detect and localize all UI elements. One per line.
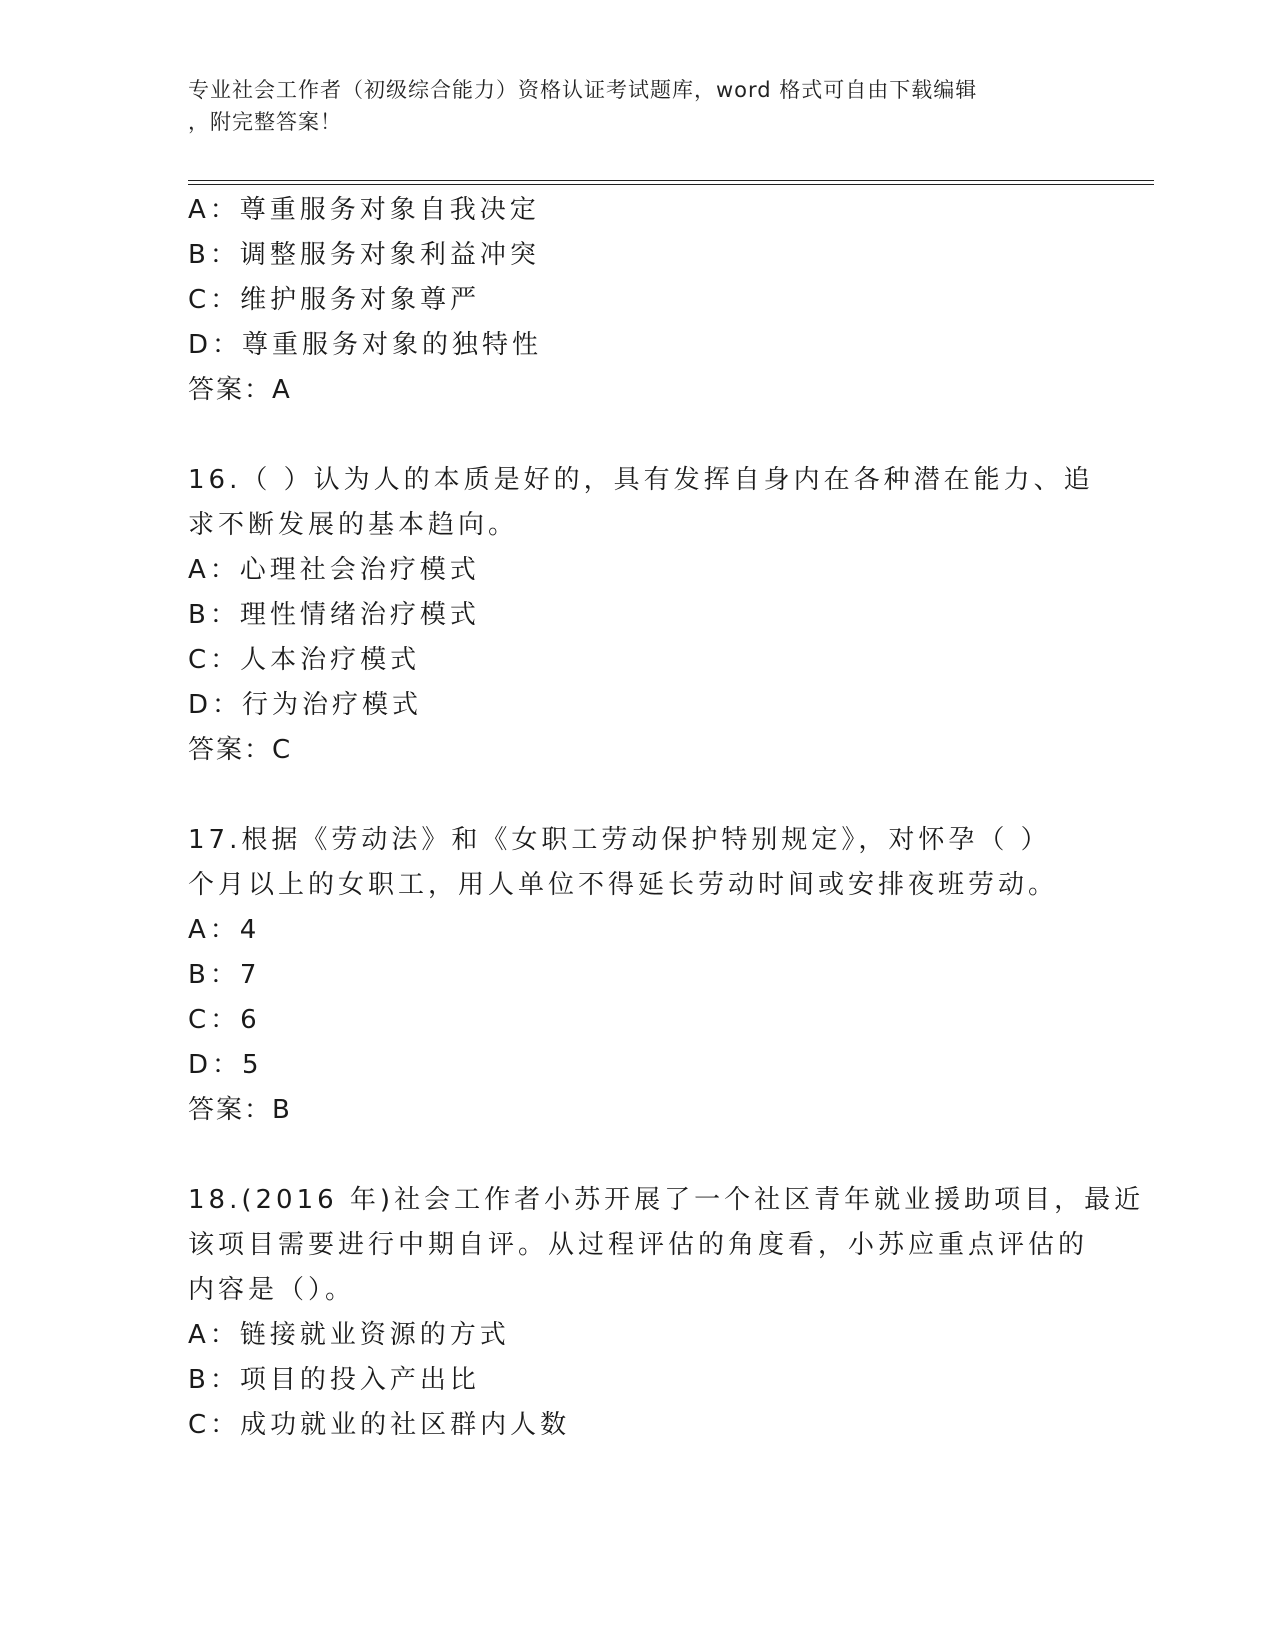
q16-option-d: D：行为治疗模式	[188, 690, 423, 720]
q16-stem-line-2: 求不断发展的基本趋向。	[188, 510, 519, 540]
q15-option-d: D：尊重服务对象的独特性	[188, 330, 543, 360]
q18-stem-line-3: 内容是（）。	[188, 1275, 356, 1305]
q15-answer: 答案：A	[188, 375, 292, 405]
q17-option-c: C：6	[188, 1005, 261, 1035]
q15-option-b: B：调整服务对象利益冲突	[188, 240, 540, 270]
q17-option-b: B：7	[188, 960, 261, 990]
q16-option-c: C：人本治疗模式	[188, 645, 421, 675]
q18-stem-line-1: 18.(2016 年)社会工作者小苏开展了一个社区青年就业援助项目，最近	[188, 1185, 1145, 1215]
q18-option-a: A：链接就业资源的方式	[188, 1320, 510, 1350]
header-divider-bottom	[188, 184, 1154, 185]
header-line-2: ，附完整答案！	[188, 110, 342, 134]
q16-answer: 答案：C	[188, 735, 293, 765]
q18-option-c: C：成功就业的社区群内人数	[188, 1410, 571, 1440]
q17-option-a: A：4	[188, 915, 261, 945]
header-divider-top	[188, 180, 1154, 181]
q15-option-c: C：维护服务对象尊严	[188, 285, 481, 315]
q16-stem-line-1: 16.（ ）认为人的本质是好的，具有发挥自身内在各种潜在能力、追	[188, 465, 1094, 495]
q17-option-d: D：5	[188, 1050, 263, 1080]
q17-answer: 答案：B	[188, 1095, 292, 1125]
document-header	[188, 74, 1088, 138]
q18-stem-line-2: 该项目需要进行中期自评。从过程评估的角度看，小苏应重点评估的	[188, 1230, 1089, 1260]
q17-stem-line-2: 个月以上的女职工，用人单位不得延长劳动时间或安排夜班劳动。	[188, 870, 1059, 900]
header-line-1: 专业社会工作者（初级综合能力）资格认证考试题库，word 格式可自由下载编辑	[188, 78, 978, 102]
q16-option-b: B：理性情绪治疗模式	[188, 600, 480, 630]
q17-stem-line-1: 17.根据《劳动法》和《女职工劳动保护特别规定》，对怀孕（ ）	[188, 825, 1051, 855]
q15-option-a: A：尊重服务对象自我决定	[188, 195, 540, 225]
q18-option-b: B：项目的投入产出比	[188, 1365, 480, 1395]
q16-option-a: A：心理社会治疗模式	[188, 555, 480, 585]
